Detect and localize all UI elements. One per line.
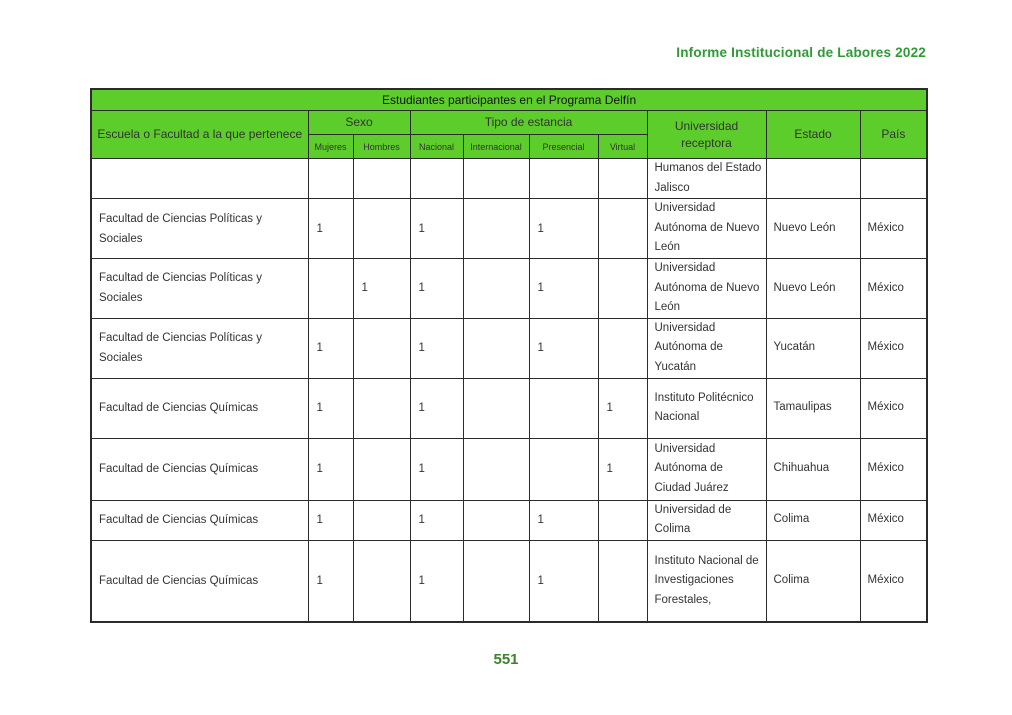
table-row xyxy=(91,378,927,438)
cell-hombres xyxy=(353,500,410,540)
cell-nacional xyxy=(410,159,463,199)
cell-mujeres: 1 xyxy=(308,199,353,259)
cell-virtual: 1 xyxy=(598,378,647,438)
cell-pais: México xyxy=(860,540,927,622)
document-header-title: Informe Institucional de Labores 2022 xyxy=(676,45,926,60)
cell-escuela: Facultad de Ciencias Químicas xyxy=(91,540,308,622)
cell-pais: México xyxy=(860,318,927,378)
cell-mujeres xyxy=(308,159,353,199)
subheader-hombres: Hombres xyxy=(353,135,410,159)
cell-nacional: 1 xyxy=(410,259,463,319)
table-title: Estudiantes participantes en el Programa Delfín xyxy=(91,89,927,111)
cell-virtual xyxy=(598,318,647,378)
cell-nacional: 1 xyxy=(410,378,463,438)
cell-escuela xyxy=(91,159,308,199)
cell-virtual xyxy=(598,199,647,259)
table-row xyxy=(91,199,927,259)
cell-hombres xyxy=(353,318,410,378)
cell-estado: Tamaulipas xyxy=(766,378,860,438)
cell-virtual xyxy=(598,259,647,319)
cell-internacional xyxy=(463,199,529,259)
cell-presencial: 1 xyxy=(529,500,598,540)
cell-hombres xyxy=(353,540,410,622)
cell-nacional: 1 xyxy=(410,318,463,378)
cell-pais: México xyxy=(860,378,927,438)
cell-universidad: Universidad Autónoma de Yucatán xyxy=(647,318,766,378)
cell-estado: Nuevo León xyxy=(766,259,860,319)
cell-nacional: 1 xyxy=(410,438,463,500)
column-header-pais: País xyxy=(860,111,927,159)
cell-presencial: 1 xyxy=(529,199,598,259)
cell-presencial xyxy=(529,159,598,199)
table-row xyxy=(91,259,927,319)
cell-virtual xyxy=(598,159,647,199)
cell-escuela: Facultad de Ciencias Químicas xyxy=(91,500,308,540)
cell-presencial xyxy=(529,438,598,500)
cell-presencial: 1 xyxy=(529,259,598,319)
cell-mujeres: 1 xyxy=(308,540,353,622)
cell-mujeres xyxy=(308,259,353,319)
subheader-mujeres: Mujeres xyxy=(308,135,353,159)
cell-escuela: Facultad de Ciencias Políticas y Sociales xyxy=(91,318,308,378)
cell-pais: México xyxy=(860,259,927,319)
cell-internacional xyxy=(463,540,529,622)
cell-nacional: 1 xyxy=(410,500,463,540)
cell-internacional xyxy=(463,378,529,438)
table-header-group-row xyxy=(91,111,927,135)
subheader-presencial: Presencial xyxy=(529,135,598,159)
cell-mujeres: 1 xyxy=(308,318,353,378)
table-row xyxy=(91,438,927,500)
cell-estado: Colima xyxy=(766,500,860,540)
cell-escuela: Facultad de Ciencias Políticas y Sociales xyxy=(91,199,308,259)
cell-escuela: Facultad de Ciencias Políticas y Sociales xyxy=(91,259,308,319)
cell-pais: México xyxy=(860,199,927,259)
column-header-universidad-receptora: Universidad receptora xyxy=(647,111,766,159)
cell-universidad: Humanos del Estado Jalisco xyxy=(647,159,766,199)
page-number: 551 xyxy=(493,651,519,668)
cell-hombres xyxy=(353,199,410,259)
cell-universidad: Instituto Politécnico Nacional xyxy=(647,378,766,438)
cell-virtual xyxy=(598,500,647,540)
cell-nacional: 1 xyxy=(410,199,463,259)
cell-internacional xyxy=(463,259,529,319)
cell-pais xyxy=(860,159,927,199)
cell-presencial: 1 xyxy=(529,318,598,378)
cell-estado: Colima xyxy=(766,540,860,622)
table-row xyxy=(91,500,927,540)
cell-estado: Nuevo León xyxy=(766,199,860,259)
table-row xyxy=(91,540,927,622)
cell-hombres xyxy=(353,159,410,199)
cell-universidad: Universidad de Colima xyxy=(647,500,766,540)
column-header-sexo: Sexo xyxy=(308,111,410,135)
cell-mujeres: 1 xyxy=(308,378,353,438)
cell-pais: México xyxy=(860,500,927,540)
cell-estado xyxy=(766,159,860,199)
cell-estado: Yucatán xyxy=(766,318,860,378)
table-title-row xyxy=(91,89,927,111)
cell-escuela: Facultad de Ciencias Químicas xyxy=(91,378,308,438)
cell-universidad: Universidad Autónoma de Ciudad Juárez xyxy=(647,438,766,500)
cell-hombres xyxy=(353,438,410,500)
cell-virtual xyxy=(598,540,647,622)
cell-internacional xyxy=(463,318,529,378)
cell-internacional xyxy=(463,159,529,199)
cell-internacional xyxy=(463,500,529,540)
cell-hombres xyxy=(353,378,410,438)
cell-hombres: 1 xyxy=(353,259,410,319)
cell-presencial: 1 xyxy=(529,540,598,622)
subheader-nacional: Nacional xyxy=(410,135,463,159)
cell-universidad: Universidad Autónoma de Nuevo León xyxy=(647,259,766,319)
cell-nacional: 1 xyxy=(410,540,463,622)
cell-internacional xyxy=(463,438,529,500)
column-header-estado: Estado xyxy=(766,111,860,159)
subheader-internacional: Internacional xyxy=(463,135,529,159)
column-header-escuela: Escuela o Facultad a la que pertenece xyxy=(91,111,308,159)
cell-escuela: Facultad de Ciencias Químicas xyxy=(91,438,308,500)
table-row xyxy=(91,318,927,378)
cell-virtual: 1 xyxy=(598,438,647,500)
cell-presencial xyxy=(529,378,598,438)
cell-mujeres: 1 xyxy=(308,500,353,540)
cell-pais: México xyxy=(860,438,927,500)
cell-estado: Chihuahua xyxy=(766,438,860,500)
cell-mujeres: 1 xyxy=(308,438,353,500)
cell-universidad: Universidad Autónoma de Nuevo León xyxy=(647,199,766,259)
cell-universidad: Instituto Nacional de Investigaciones Forestales, xyxy=(647,540,766,622)
column-header-tipo-estancia: Tipo de estancia xyxy=(410,111,647,135)
table-row xyxy=(91,159,927,199)
subheader-virtual: Virtual xyxy=(598,135,647,159)
delfin-participants-table xyxy=(90,88,928,623)
